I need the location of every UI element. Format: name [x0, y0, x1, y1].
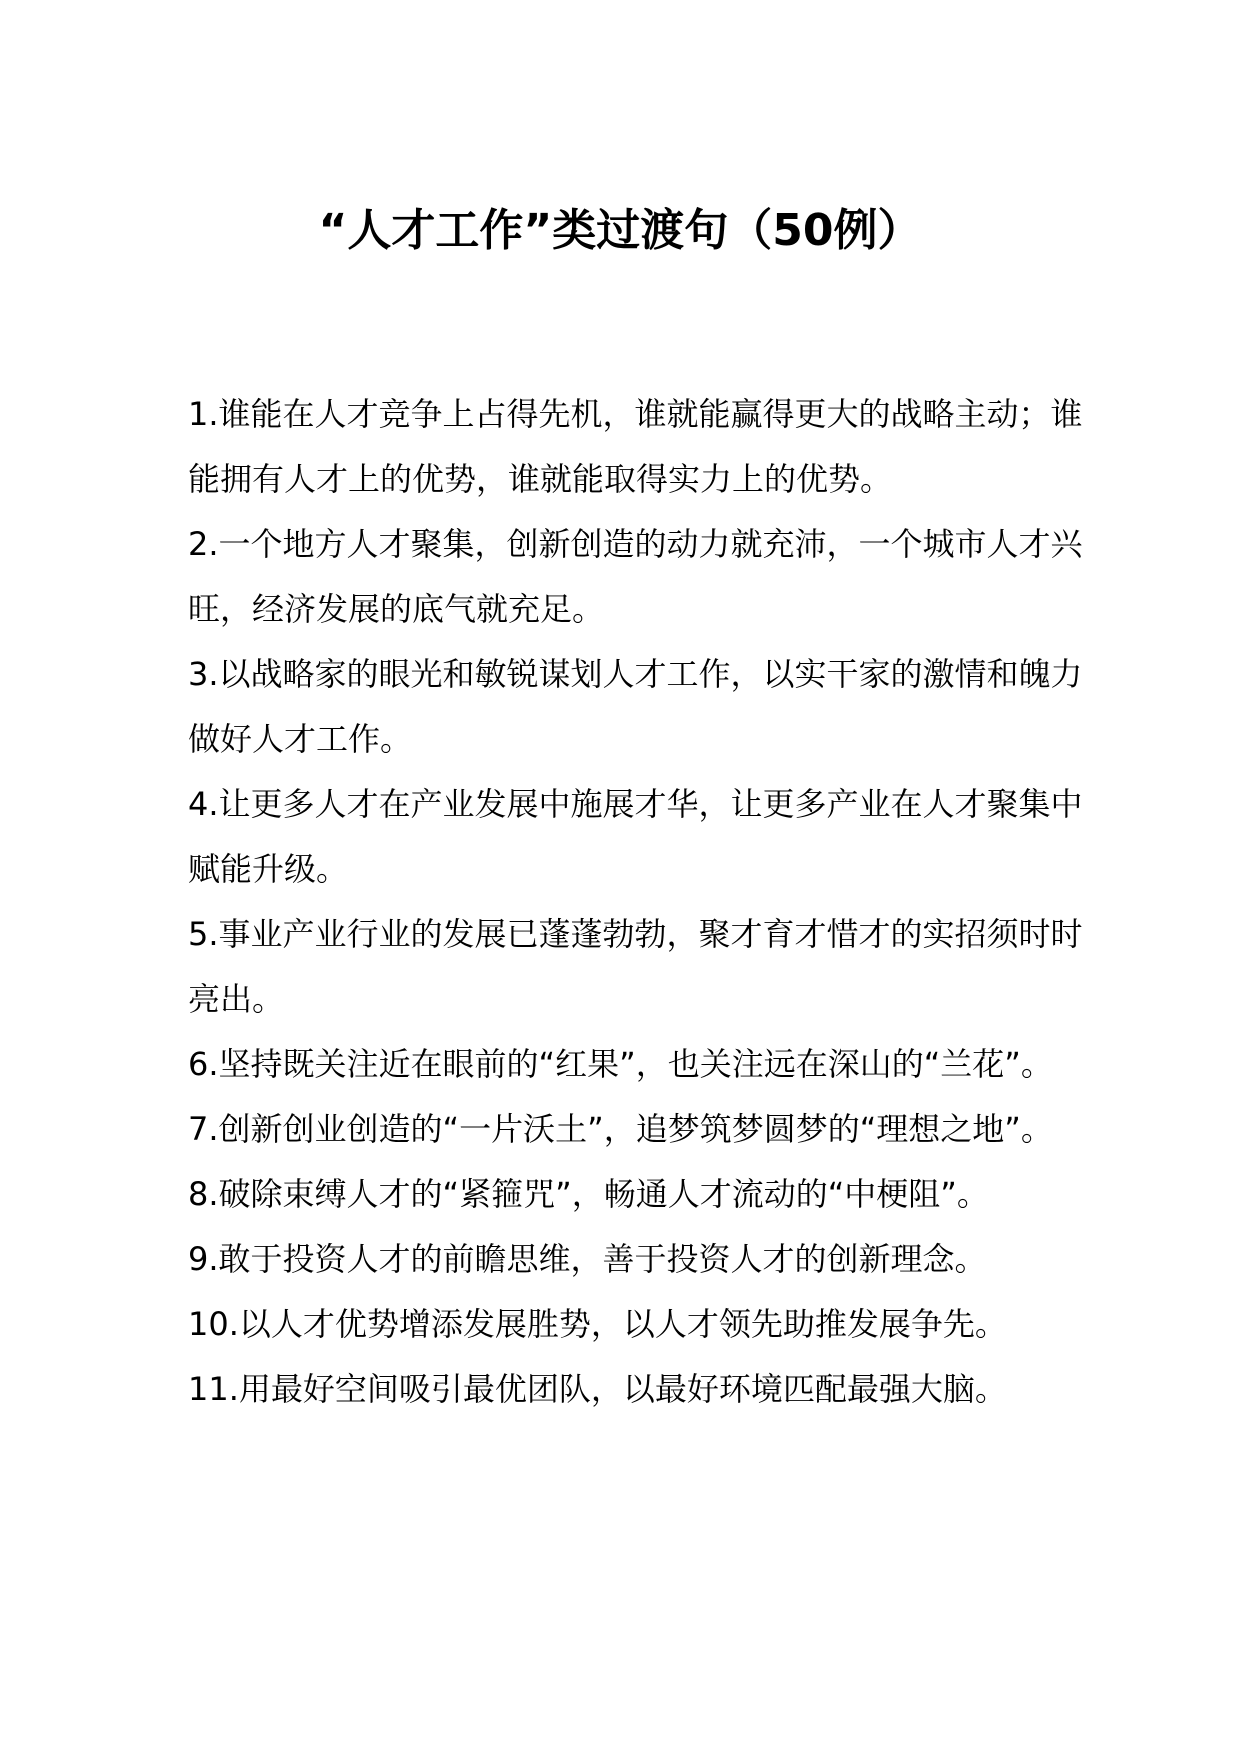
document-title: “人才工作”类过渡句（50例） [318, 205, 922, 256]
list-item: 2.一个地方人才聚集，创新创造的动力就充沛，一个城市人才兴旺，经济发展的底气就充足。 [188, 525, 1083, 628]
list-item: 3.以战略家的眼光和敏锐谋划人才工作，以实干家的激情和魄力做好人才工作。 [188, 655, 1083, 758]
sentence-list [188, 382, 1088, 1422]
list-item: 5.事业产业行业的发展已蓬蓬勃勃，聚才育才惜才的实招须时时亮出。 [188, 915, 1083, 1018]
list-item: 1.谁能在人才竞争上占得先机，谁就能赢得更大的战略主动；谁能拥有人才上的优势，谁就能取得实力上的优势。 [188, 395, 1083, 498]
list-item: 4.让更多人才在产业发展中施展才华，让更多产业在人才聚集中赋能升级。 [188, 785, 1083, 888]
list-item: 9.敢于投资人才的前瞻思维，善于投资人才的创新理念。 [188, 1240, 987, 1278]
list-item: 7.创新创业创造的“一片沃土”，追梦筑梦圆梦的“理想之地”。 [188, 1110, 1053, 1148]
list-item: 10.以人才优势增添发展胜势，以人才领先助推发展争先。 [188, 1305, 1007, 1343]
list-item: 8.破除束缚人才的“紧箍咒”，畅通人才流动的“中梗阻”。 [188, 1175, 989, 1213]
list-item: 11.用最好空间吸引最优团队，以最好环境匹配最强大脑。 [188, 1370, 1007, 1408]
list-item: 6.坚持既关注近在眼前的“红果”，也关注远在深山的“兰花”。 [188, 1045, 1053, 1083]
